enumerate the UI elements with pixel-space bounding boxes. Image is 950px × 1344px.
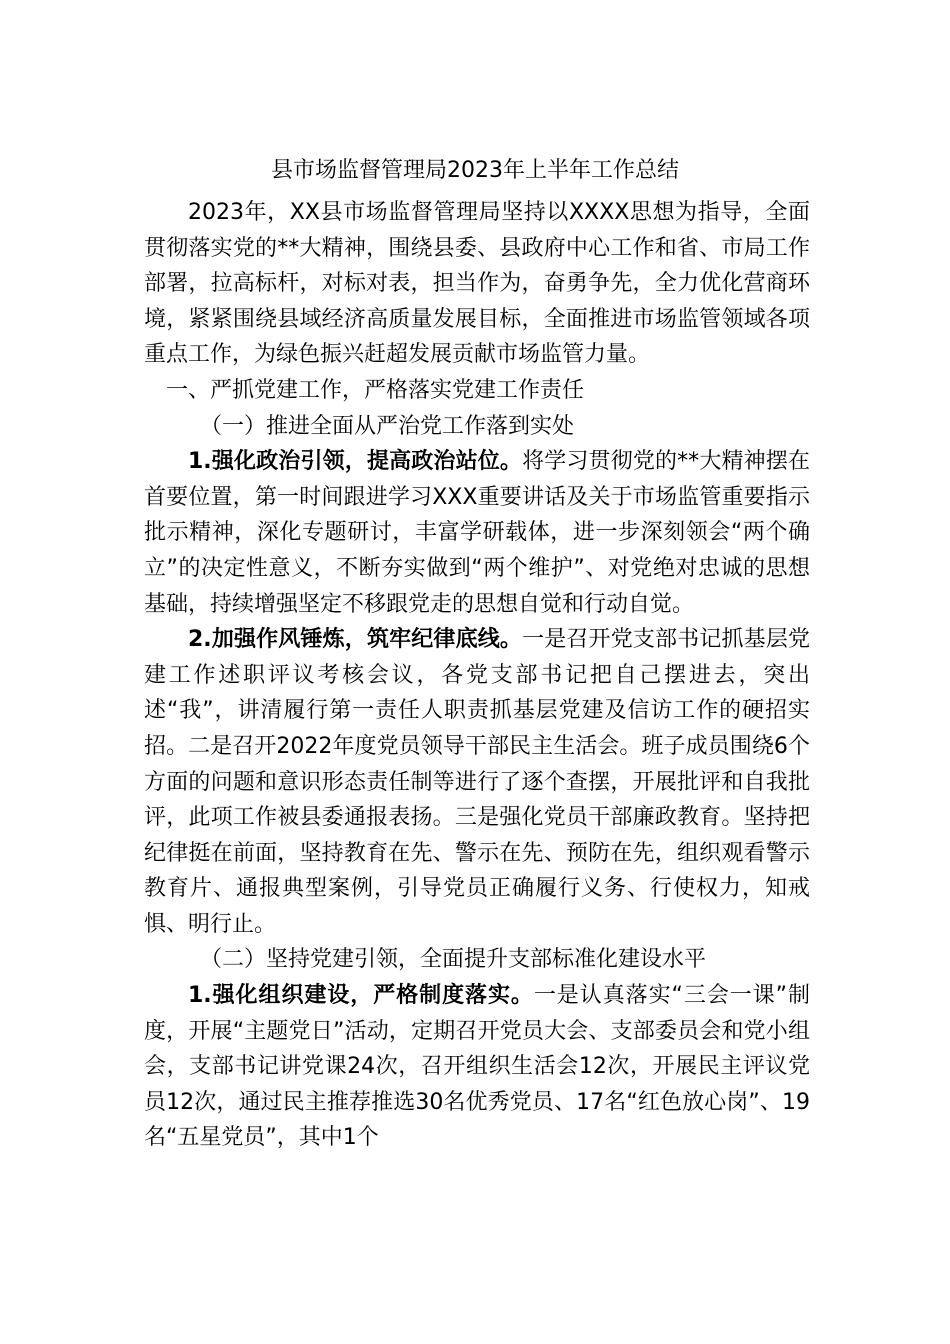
document-body xyxy=(144,195,810,1156)
item-1-1-text: 将学习贯彻党的**大精神摆在首要位置，第一时间跟进学习XXX重要讲话及关于市场监管重要指示批示精神，深化专题研讨，丰富学研载体，进一步深刻领会“两个确立”的决定性意义，不断夯实做到“两个维护”、对党绝对忠诚的思想基础，持续增强坚定不移跟党走的思想自觉和行动自觉。 xyxy=(144,449,810,617)
item-2-1-lead: 1.强化组织建设，严格制度落实。 xyxy=(188,983,534,1009)
section-1-heading: 一、严抓党建工作，严格落实党建工作责任 xyxy=(166,377,585,403)
item-1-1-lead: 1.强化政治引领，提高政治站位。 xyxy=(188,449,523,475)
item-1-2-lead: 2.加强作风锤炼，筑牢纪律底线。 xyxy=(188,627,523,653)
document-title: 县市场监督管理局2023年上半年工作总结 xyxy=(271,158,679,183)
item-2-1-paragraph xyxy=(144,978,810,1156)
item-1-1-paragraph xyxy=(144,444,810,622)
subsection-1-heading: （一）推进全面从严治党工作落到实处 xyxy=(200,413,575,439)
item-2-1-text: 一是认真落实“三会一课”制度，开展“主题党日”活动，定期召开党员大会、支部委员会和党小组会，支部书记讲党课24次，召开组织生活会12次，开展民主评议党员12次，通过民主推荐推选30名优秀党员、17名“红色放心岗”、19名“五星党员”，其中1个 xyxy=(144,983,811,1151)
intro-paragraph: 2023年，XX县市场监督管理局坚持以XXXX思想为指导，全面贯彻落实党的**大精神，围绕县委、县政府中心工作和省、市局工作部署，拉高标杆，对标对表，担当作为，奋勇争先，全力优化营商环境，紧紧围绕县域经济高质量发展目标，全面推进市场监管领域各项重点工作，为绿色振兴赶超发展贡献市场监管力量。 xyxy=(144,200,810,368)
subsection-2-heading: （二）坚持党建引领，全面提升支部标准化建设水平 xyxy=(200,947,707,973)
item-1-2-text: 一是召开党支部书记抓基层党建工作述职评议考核会议，各党支部书记把自己摆进去，突出述“我”，讲清履行第一责任人职责抓基层党建及信访工作的硬招实招。二是召开2022年度党员领导干部民主生活会。班子成员围绕6个方面的问题和意识形态责任制等进行了逐个查摆，开展批评和自我批评，此项工作被县委通报表扬。三是强化党员干部廉政教育。坚持把纪律挺在前面，坚持教育在先、警示在先、预防在先，组织观看警示教育片、通报典型案例，引导党员正确履行义务、行使权力，知戒惧、明行止。 xyxy=(144,627,810,937)
item-1-2-paragraph xyxy=(144,622,810,942)
